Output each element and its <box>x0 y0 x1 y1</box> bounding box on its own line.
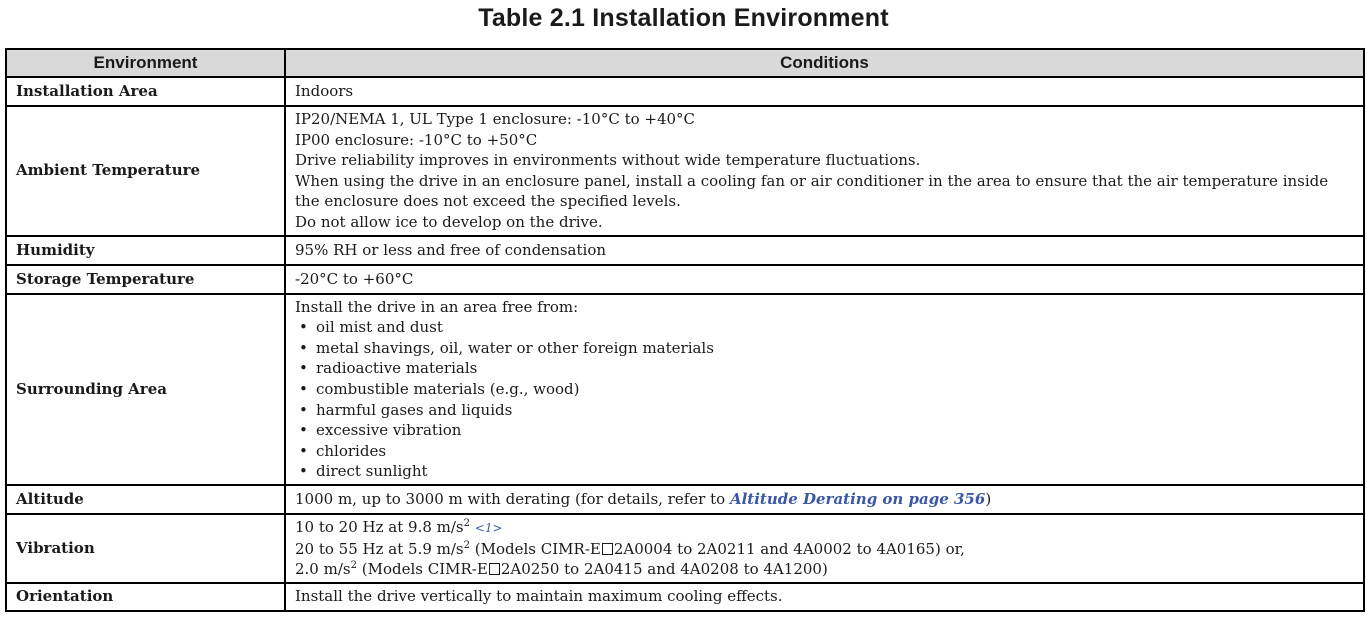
row-value-surrounding-area <box>285 294 1364 485</box>
row-value-vibration <box>285 514 1364 583</box>
table-row <box>6 294 1364 485</box>
table-row <box>6 514 1364 583</box>
table-row <box>6 265 1364 294</box>
superscript: 2 <box>350 560 357 572</box>
altitude-text: 1000 m, up to 3000 m with derating (for details, refer to <box>295 490 730 509</box>
row-value-installation-area <box>285 77 1364 106</box>
vibration-line-3 <box>295 559 1355 580</box>
bullet-item: • radioactive materials <box>295 358 1355 379</box>
row-value-orientation <box>285 583 1364 611</box>
condition-line: 95% RH or less and free of condensation <box>295 240 607 259</box>
row-value-altitude <box>285 485 1364 514</box>
placeholder-box-icon <box>489 563 500 575</box>
bullet-item: • chlorides <box>295 441 1355 462</box>
condition-intro: Install the drive in an area free from: <box>295 297 579 316</box>
condition-line: IP20/NEMA 1, UL Type 1 enclosure: -10°C to +40°C <box>295 110 696 128</box>
row-label-ambient-temperature: Ambient Temperature <box>6 106 285 236</box>
row-value-ambient-temperature <box>285 106 1364 236</box>
vibration-line-1 <box>295 517 1355 539</box>
row-label-altitude: Altitude <box>6 485 285 514</box>
vibration-text: 2.0 m/s <box>295 560 351 579</box>
condition-line: -20°C to +60°C <box>295 269 414 288</box>
footnote-ref[interactable]: <1> <box>474 520 503 535</box>
vibration-text: 10 to 20 Hz at 9.8 m/s <box>295 517 464 536</box>
row-label-installation-area: Installation Area <box>6 77 285 106</box>
bullet-item: • direct sunlight <box>295 461 1355 482</box>
table-row <box>6 236 1364 265</box>
condition-line: Do not allow ice to develop on the drive. <box>295 212 603 231</box>
header-conditions: Conditions <box>285 49 1364 77</box>
vibration-text: (Models CIMR-E <box>470 539 601 558</box>
altitude-text-end: ) <box>985 490 992 509</box>
vibration-text: 20 to 55 Hz at 5.9 m/s <box>295 539 464 558</box>
row-value-storage-temperature <box>285 265 1364 294</box>
row-value-humidity <box>285 236 1364 265</box>
bullet-item: • excessive vibration <box>295 420 1355 441</box>
vibration-text: 2A0250 to 2A0415 and 4A0208 to 4A1200) <box>500 560 828 579</box>
header-row <box>6 49 1364 77</box>
row-label-surrounding-area: Surrounding Area <box>6 294 285 485</box>
condition-line: When using the drive in an enclosure panel, install a cooling fan or air conditioner in the area to ensure that the air temperature inside the enclosure does not exceed the specified levels. <box>295 171 1329 211</box>
bullet-item: • harmful gases and liquids <box>295 400 1355 421</box>
altitude-derating-link[interactable]: Altitude Derating on page 356 <box>729 490 986 509</box>
row-label-orientation: Orientation <box>6 583 285 611</box>
vibration-text: 2A0004 to 2A0211 and 4A0002 to 4A0165) or, <box>613 539 965 558</box>
condition-line: Drive reliability improves in environments without wide temperature fluctuations. <box>295 151 921 170</box>
row-label-storage-temperature: Storage Temperature <box>6 265 285 294</box>
vibration-line-2 <box>295 539 1355 560</box>
placeholder-box-icon <box>602 543 613 555</box>
superscript: 2 <box>463 517 471 529</box>
table-row <box>6 106 1364 236</box>
vibration-text: (Models CIMR-E <box>356 560 488 579</box>
condition-line: IP00 enclosure: -10°C to +50°C <box>295 130 538 149</box>
row-label-vibration: Vibration <box>6 514 285 583</box>
condition-line: Indoors <box>295 82 354 101</box>
row-label-humidity: Humidity <box>6 236 285 265</box>
table-row <box>6 485 1364 514</box>
bullet-item: • oil mist and dust <box>295 317 1355 338</box>
superscript: 2 <box>463 539 471 551</box>
condition-line: Install the drive vertically to maintain maximum cooling effects. <box>295 587 783 606</box>
installation-environment-table <box>5 48 1365 612</box>
table-row <box>6 583 1364 611</box>
bullet-item: • combustible materials (e.g., wood) <box>295 379 1355 400</box>
bullet-item: • metal shavings, oil, water or other foreign materials <box>295 338 1355 359</box>
table-row <box>6 77 1364 106</box>
table-title: Table 2.1 Installation Environment <box>478 4 889 32</box>
header-environment: Environment <box>6 49 285 77</box>
